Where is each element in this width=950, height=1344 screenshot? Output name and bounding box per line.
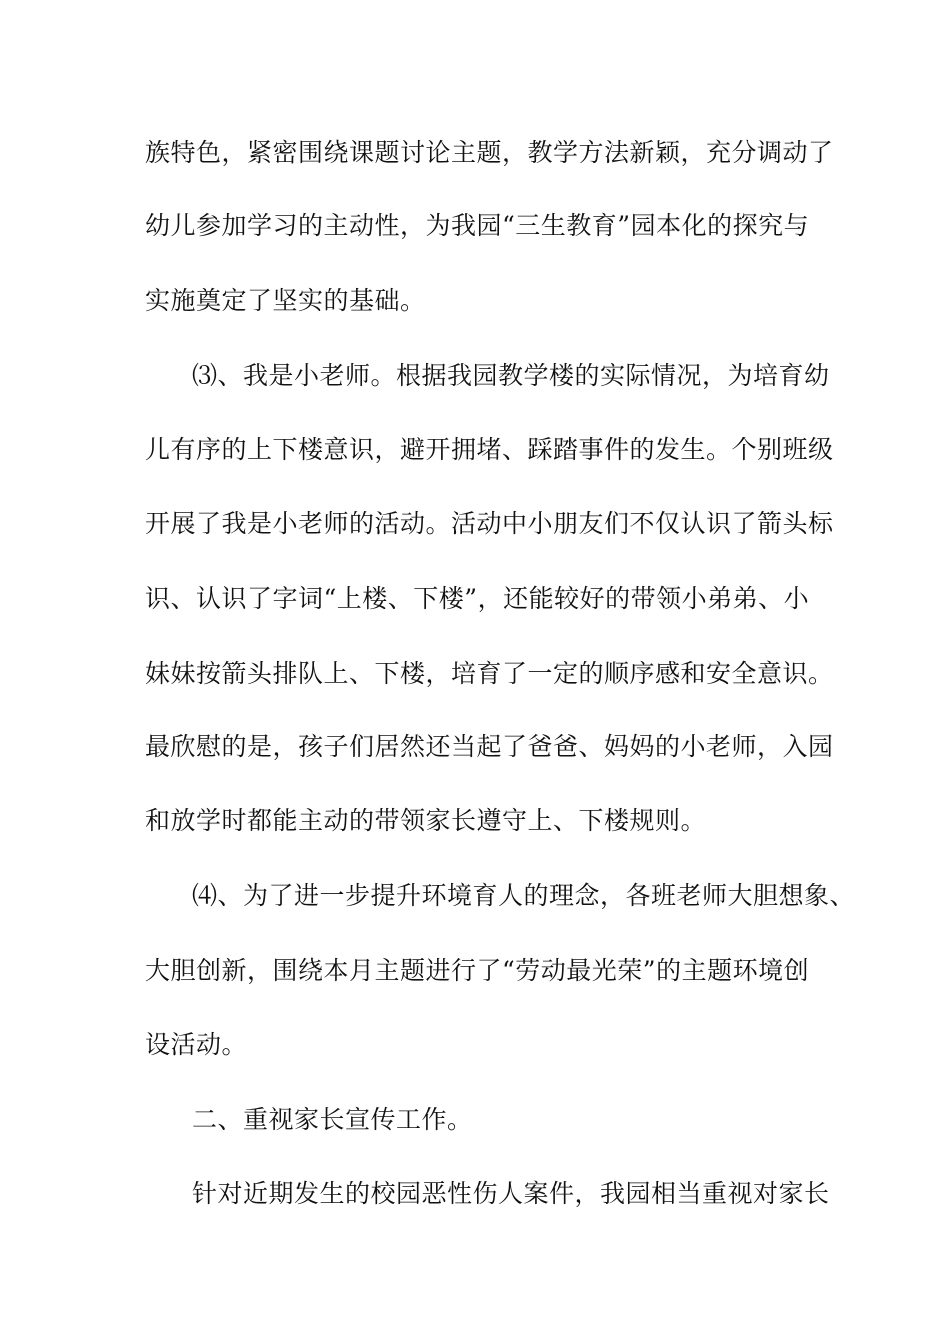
paragraph-line: 识、认识了字词“上楼、下楼”，还能较好的带领小弟弟、小 [145,584,810,613]
paragraph-line: ⑷、为了进一步提升环境育人的理念，各班老师大胆想象、 [192,881,856,910]
paragraph-line: 针对近期发生的校园恶性伤人案件，我园相当重视对家长 [192,1179,830,1208]
paragraph-line: 开展了我是小老师的活动。活动中小朋友们不仅认识了箭头标 [145,509,834,538]
paragraph-line: ⑶、我是小老师。根据我园教学楼的实际情况，为培育幼 [192,361,830,390]
paragraph-line: 幼儿参加学习的主动性，为我园“三生教育”园本化的探究与 [145,211,810,240]
paragraph-line: 族特色，紧密围绕课题讨论主题，教学方法新颖，充分调动了 [145,138,834,167]
paragraph-line: 儿有序的上下楼意识，避开拥堵、踩踏事件的发生。个别班级 [145,435,834,464]
section-heading: 二、重视家长宣传工作。 [192,1105,473,1134]
paragraph-line: 实施奠定了坚实的基础。 [145,286,426,315]
paragraph-line: 和放学时都能主动的带领家长遵守上、下楼规则。 [145,806,707,835]
paragraph-line: 大胆创新，围绕本月主题进行了“劳动最光荣”的主题环境创 [145,956,810,985]
paragraph-line: 最欣慰的是，孩子们居然还当起了爸爸、妈妈的小老师，入园 [145,732,834,761]
paragraph-line: 妹妹按箭头排队上、下楼，培育了一定的顺序感和安全意识。 [145,659,834,688]
paragraph-line: 设活动。 [145,1030,248,1059]
